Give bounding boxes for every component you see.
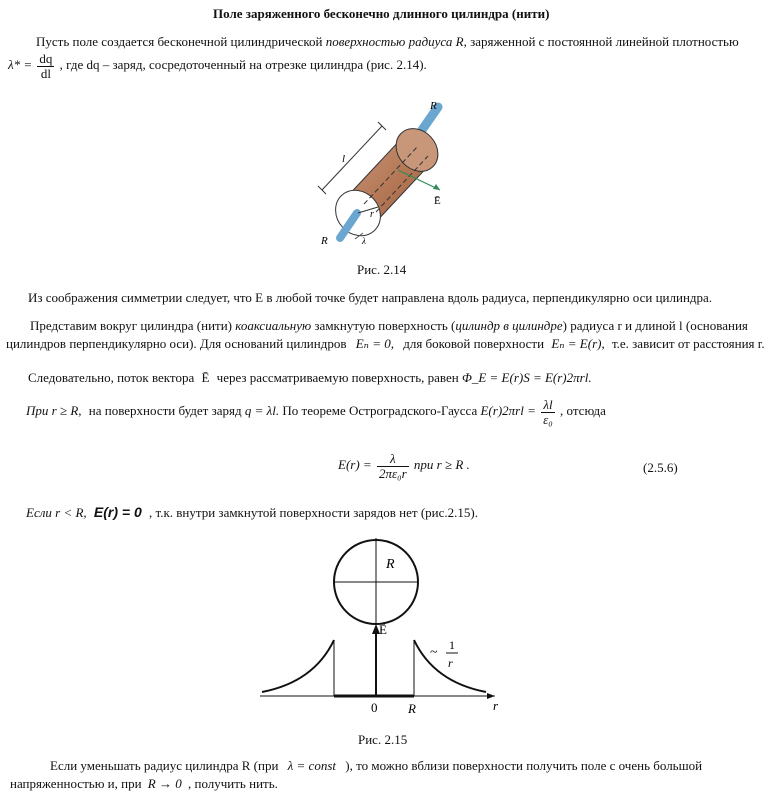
paragraph-7-line-1 bbox=[50, 758, 702, 774]
paragraph-2: Из соображения симметрии следует, что E в любой точке будет направлена вдоль радиуса, перпендикулярно оси цилиндра. bbox=[28, 290, 713, 305]
p4-flux-eq: Φ_E = E(r)S = E(r)2πrl. bbox=[461, 370, 592, 385]
p3-text-a: Представим вокруг цилиндра (нити) bbox=[30, 318, 232, 333]
label-lambda: λ bbox=[362, 236, 366, 246]
label-origin: 0 bbox=[371, 700, 378, 715]
label-l: l bbox=[342, 153, 346, 165]
page-title: Поле заряженного бесконечно длинного цилиндра (нити) bbox=[213, 6, 550, 21]
p5-eq-2: E(r)2πrl = bbox=[480, 403, 536, 419]
left-curve bbox=[262, 640, 334, 692]
p3-text-e: ) радиуса r и длиной l (основания bbox=[562, 318, 748, 333]
paragraph-3-line-1 bbox=[30, 318, 748, 334]
formula-fraction bbox=[377, 452, 409, 480]
p7-text-b: ), то можно вблизи поверхности получить поле с очень большой bbox=[345, 758, 703, 773]
paragraph-6 bbox=[26, 504, 478, 521]
p3-line2-b: для боковой поверхности bbox=[403, 336, 545, 351]
p1-lambda-eq: λ* = bbox=[8, 57, 33, 73]
fig-2-15-caption: Рис. 2.15 bbox=[358, 732, 408, 747]
p3-text-b: коаксиальную bbox=[235, 318, 312, 333]
fig-2-14-caption: Рис. 2.14 bbox=[357, 262, 407, 277]
p3-text-d: цилиндр в цилиндре bbox=[455, 318, 563, 333]
formula-num: λ bbox=[377, 452, 409, 467]
p4-vector-e: Ē bbox=[201, 370, 210, 385]
p3-eq-1: Eₙ = 0, bbox=[355, 336, 394, 351]
p7-text-a: Если уменьшать радиус цилиндра R (при bbox=[50, 758, 279, 773]
formula-condition: при r ≥ R . bbox=[413, 457, 470, 473]
label-axis-r: r bbox=[493, 698, 499, 713]
p3-text-c: замкнутую поверхность ( bbox=[314, 318, 456, 333]
p1-radius-symbol: R bbox=[455, 34, 464, 49]
p1-text-line2: , где dq – заряд, сосредоточенный на отрезке цилиндра (рис. 2.14). bbox=[59, 57, 427, 73]
paragraph-1-line-1 bbox=[36, 34, 739, 50]
p1-fraction bbox=[37, 52, 54, 80]
p6-text-a: Если r < R, bbox=[26, 505, 87, 520]
p5-text-a: При r ≥ R, bbox=[26, 403, 82, 419]
p1-text-a: Пусть поле создается бесконечной цилиндрической bbox=[36, 34, 323, 49]
p5-text-d: , отсюда bbox=[560, 403, 606, 419]
label-one-over-den: r bbox=[448, 656, 453, 670]
label-circle-r: R bbox=[386, 557, 395, 572]
label-e-axis: Ē bbox=[379, 622, 387, 637]
label-approx: ~ bbox=[430, 645, 438, 660]
formula-lhs: E(r) = bbox=[338, 457, 372, 473]
p5-eq-1: q = λl. bbox=[244, 403, 280, 419]
formula-2-5-6 bbox=[338, 452, 470, 480]
p1-text-italic: поверхностью радиуса bbox=[325, 34, 453, 49]
p1-text-b: , заряженной с постоянной линейной плотностью bbox=[463, 34, 739, 49]
p5-fraction bbox=[541, 398, 555, 426]
label-r-top: R bbox=[430, 100, 437, 112]
p3-line2-a: цилиндров перпендикулярно оси). Для оснований цилиндров bbox=[6, 336, 347, 351]
p4-text-a: Следовательно, поток вектора bbox=[28, 370, 195, 385]
p5-frac-den: ε₀ bbox=[543, 411, 553, 427]
paragraph-1-line-2 bbox=[8, 52, 427, 80]
label-one-over-num: 1 bbox=[449, 638, 455, 652]
p5-text-c: По теореме Остроградского-Гаусса bbox=[282, 403, 478, 419]
label-e: Ē bbox=[434, 195, 441, 207]
paragraph-7-line-2 bbox=[10, 776, 278, 792]
p7-line2-a: напряженностью и, при bbox=[10, 776, 142, 791]
cylinder-figure bbox=[300, 92, 480, 252]
p7-eq-2: R → 0 bbox=[147, 776, 182, 791]
field-plot-figure bbox=[250, 532, 510, 722]
p7-line2-b: , получить нить. bbox=[187, 776, 278, 791]
p7-eq: λ = const bbox=[287, 758, 336, 773]
p4-text-b: через рассматриваемую поверхность, равен bbox=[216, 370, 459, 385]
label-axis-r-big: R bbox=[408, 701, 416, 716]
p6-eq: E(r) = 0 bbox=[93, 504, 142, 520]
p6-text-b: , т.к. внутри замкнутой поверхности зарядов нет (рис.2.15). bbox=[149, 505, 478, 520]
paragraph-3-line-2 bbox=[6, 336, 765, 352]
p5-frac-num: λl bbox=[541, 398, 555, 413]
p1-frac-den: dl bbox=[40, 65, 51, 81]
p3-eq-2: Eₙ = E(r), bbox=[551, 336, 605, 351]
formula-number: (2.5.6) bbox=[643, 460, 678, 475]
formula-den: 2πε₀r bbox=[378, 465, 407, 481]
p5-text-b: на поверхности будет заряд bbox=[88, 403, 242, 419]
paragraph-5 bbox=[26, 398, 606, 426]
p1-frac-num: dq bbox=[39, 51, 53, 66]
label-r-bottom: R bbox=[321, 235, 328, 247]
label-r-small: r bbox=[370, 209, 374, 220]
p3-line2-c: т.е. зависит от расстояния r. bbox=[611, 336, 765, 351]
paragraph-4 bbox=[28, 370, 592, 386]
